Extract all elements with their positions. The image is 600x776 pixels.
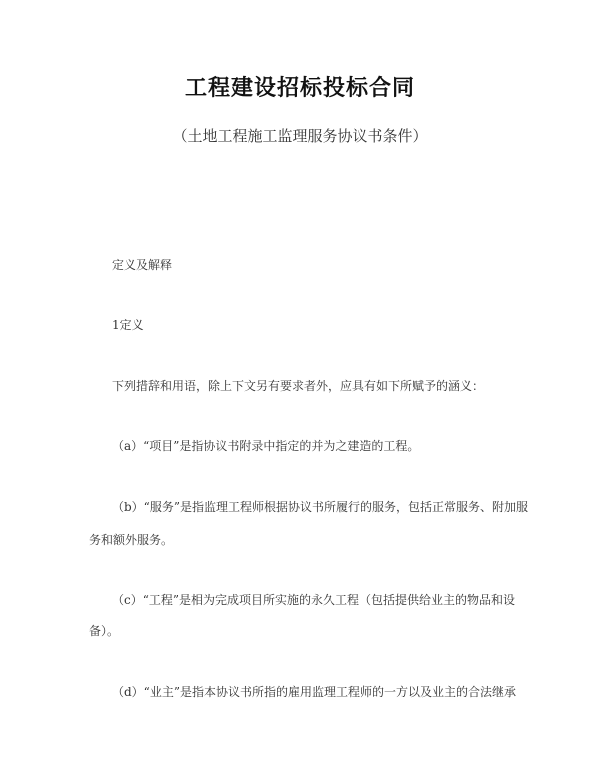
paragraph-b-line1: （b）“服务”是指监理工程师根据协议书所履行的服务，包括正常服务、附加服 xyxy=(112,500,528,514)
document-title: 工程建设招标投标合同 xyxy=(184,75,415,101)
paragraph-intro: 下列措辞和用语，除上下文另有要求者外，应具有如下所赋予的涵义： xyxy=(112,379,485,393)
document-subtitle: （土地工程施工监理服务协议书条件） xyxy=(172,127,428,145)
paragraph-a: （a）“项目”是指协议书附录中指定的并为之建造的工程。 xyxy=(112,439,420,453)
paragraph-c-line1: （c）“工程”是相为完成项目所实施的永久工程（包括提供给业主的物品和设 xyxy=(112,593,515,607)
paragraph-c-line2: 备）。 xyxy=(89,624,120,638)
paragraph-d-line1: （d）“业主”是指本协议书所指的雇用监理工程师的一方以及业主的合法继承 xyxy=(112,685,516,699)
paragraph-b-line2: 务和额外服务。 xyxy=(89,533,174,547)
section-heading: 定义及解释 xyxy=(112,258,173,272)
clause-heading: 1定义 xyxy=(112,318,144,332)
